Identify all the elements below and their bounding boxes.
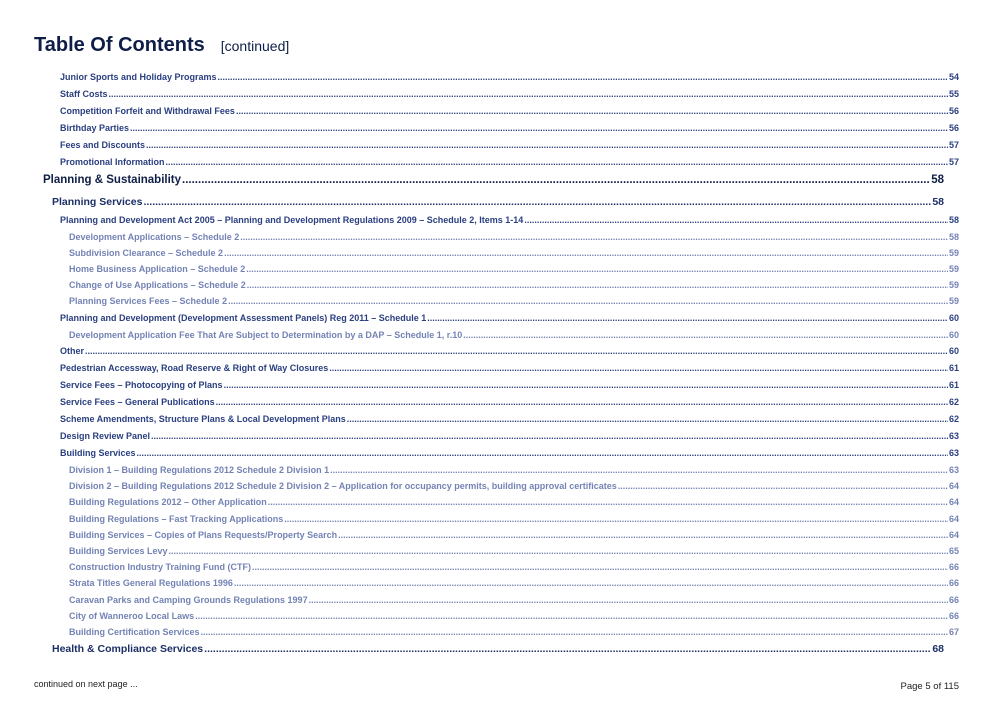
dot-leader — [284, 514, 948, 524]
dot-leader — [252, 562, 948, 572]
toc-entry-label: Subdivision Clearance – Schedule 2 — [69, 248, 224, 258]
toc-entry-page: 60 — [948, 313, 959, 323]
toc-entry-label: Pedestrian Accessway, Road Reserve & Right of Way Closures — [60, 363, 329, 373]
dot-leader — [216, 397, 948, 407]
dot-leader — [309, 595, 948, 605]
toc-entry-label: Development Applications – Schedule 2 — [69, 232, 240, 242]
toc-entry-page: 59 — [948, 280, 959, 290]
toc-entry[interactable] — [69, 530, 959, 540]
toc-entry-label: Division 1 – Building Regulations 2012 Schedule 2 Division 1 — [69, 465, 330, 475]
toc-entry-label: Development Application Fee That Are Subject to Determination by a DAP – Schedule 1, r.10 — [69, 330, 463, 340]
toc-entry-page: 66 — [948, 595, 959, 605]
toc-entry[interactable] — [60, 448, 959, 458]
toc-entry[interactable] — [69, 562, 959, 572]
toc-entry-label: Strata Titles General Regulations 1996 — [69, 578, 233, 588]
toc-entry-page: 61 — [948, 380, 959, 390]
toc-entry-page: 59 — [948, 264, 959, 274]
toc-entry-label: Caravan Parks and Camping Grounds Regulations 1997 — [69, 595, 308, 605]
toc-entry-page: 59 — [948, 248, 959, 258]
toc-entry-label: Fees and Discounts — [60, 140, 146, 150]
toc-entry-page: 67 — [948, 627, 959, 637]
toc-entry-label: Building Services Levy — [69, 546, 168, 556]
toc-entry[interactable] — [60, 89, 959, 99]
toc-entry-page: 63 — [948, 431, 959, 441]
toc-entry[interactable] — [69, 497, 959, 507]
toc-entry-page: 59 — [948, 296, 959, 306]
toc-entry-page: 68 — [932, 643, 944, 655]
toc-entry[interactable] — [60, 72, 959, 82]
toc-entry-label: Building Certification Services — [69, 627, 200, 637]
toc-entry[interactable] — [69, 514, 959, 524]
toc-entry-label: Health & Compliance Services — [52, 643, 204, 655]
toc-entry[interactable] — [60, 313, 959, 323]
dot-leader — [218, 72, 948, 82]
toc-entry-page: 58 — [931, 174, 944, 186]
toc-entry-label: City of Wanneroo Local Laws — [69, 611, 195, 621]
dot-leader — [143, 196, 931, 208]
dot-leader — [204, 643, 931, 655]
toc-entry-page: 57 — [948, 157, 959, 167]
toc-entry-label: Promotional Information — [60, 157, 165, 167]
toc-entry-label: Competition Forfeit and Withdrawal Fees — [60, 106, 235, 116]
toc-entry-page: 64 — [948, 481, 959, 491]
dot-leader — [109, 89, 948, 99]
toc-entry-label: Building Regulations – Fast Tracking Applications — [69, 514, 284, 524]
toc-entry-page: 66 — [948, 611, 959, 621]
toc-entry[interactable] — [69, 330, 959, 340]
toc-entry-label: Design Review Panel — [60, 431, 151, 441]
toc-entry-label: Staff Costs — [60, 89, 108, 99]
toc-entry-page: 64 — [948, 514, 959, 524]
dot-leader — [169, 546, 948, 556]
dot-leader — [618, 481, 948, 491]
toc-entry[interactable] — [60, 363, 959, 373]
toc-entry-page: 66 — [948, 562, 959, 572]
dot-leader — [330, 465, 948, 475]
continued-note: continued on next page ... — [34, 679, 138, 689]
toc-entry[interactable] — [69, 611, 959, 621]
toc-entry[interactable] — [69, 264, 959, 274]
toc-entry[interactable] — [69, 578, 959, 588]
page-title: Table Of Contents — [34, 34, 205, 56]
toc-entry-label: Construction Industry Training Fund (CTF) — [69, 562, 251, 572]
toc-entry[interactable] — [60, 123, 959, 133]
dot-leader — [240, 232, 948, 242]
toc-entry-label: Other — [60, 346, 85, 356]
toc-entry[interactable] — [60, 157, 959, 167]
dot-leader — [329, 363, 948, 373]
toc-entry-label: Service Fees – General Publications — [60, 397, 215, 407]
dot-leader — [85, 346, 948, 356]
toc-entry[interactable] — [60, 431, 959, 441]
toc-entry[interactable] — [69, 296, 959, 306]
toc-entry-label: Building Services — [60, 448, 136, 458]
toc-entry-label: Home Business Application – Schedule 2 — [69, 264, 246, 274]
toc-entry-label: Division 2 – Building Regulations 2012 Schedule 2 Division 2 – Application for occupancy permits, building approval certificates — [69, 481, 617, 491]
toc-entry-label: Building Services – Copies of Plans Requests/Property Search — [69, 530, 338, 540]
toc-entry[interactable] — [69, 546, 959, 556]
dot-leader — [247, 280, 948, 290]
toc-entry-label: Planning and Development (Development Assessment Panels) Reg 2011 – Schedule 1 — [60, 313, 427, 323]
toc-entry-page: 65 — [948, 546, 959, 556]
dot-leader — [182, 174, 930, 186]
toc-entry-page: 64 — [948, 497, 959, 507]
page-header — [34, 34, 289, 57]
toc-entry-page: 60 — [948, 346, 959, 356]
toc-entry-page: 64 — [948, 530, 959, 540]
toc-entry[interactable] — [69, 248, 959, 258]
toc-entry-page: 63 — [948, 448, 959, 458]
toc-entry-page: 58 — [948, 215, 959, 225]
toc-entry-label: Birthday Parties — [60, 123, 130, 133]
toc-entry[interactable] — [60, 414, 959, 424]
toc-entry[interactable] — [69, 595, 959, 605]
toc-entry-page: 58 — [948, 232, 959, 242]
toc-entry-label: Planning Services — [52, 196, 143, 208]
toc-entry-page: 56 — [948, 106, 959, 116]
dot-leader — [228, 296, 948, 306]
dot-leader — [130, 123, 948, 133]
toc-entry-label: Change of Use Applications – Schedule 2 — [69, 280, 246, 290]
dot-leader — [146, 140, 948, 150]
toc-entry[interactable] — [60, 140, 959, 150]
toc-entry[interactable] — [52, 643, 944, 655]
dot-leader — [463, 330, 948, 340]
toc-entry-label: Building Regulations 2012 – Other Application — [69, 497, 267, 507]
dot-leader — [427, 313, 948, 323]
dot-leader — [224, 380, 948, 390]
dot-leader — [268, 497, 948, 507]
dot-leader — [246, 264, 948, 274]
dot-leader — [201, 627, 948, 637]
dot-leader — [151, 431, 948, 441]
toc-entry[interactable] — [69, 280, 959, 290]
dot-leader — [137, 448, 948, 458]
toc-entry[interactable] — [43, 174, 944, 186]
dot-leader — [347, 414, 948, 424]
dot-leader — [338, 530, 948, 540]
dot-leader — [166, 157, 948, 167]
toc-entry-page: 54 — [948, 72, 959, 82]
toc-entry[interactable] — [60, 346, 959, 356]
toc-entry-label: Planning & Sustainability — [43, 174, 182, 186]
toc-entry[interactable] — [69, 481, 959, 491]
dot-leader — [234, 578, 948, 588]
dot-leader — [195, 611, 948, 621]
page-number: Page 5 of 115 — [900, 681, 959, 692]
toc-entry-page: 66 — [948, 578, 959, 588]
toc-entry[interactable] — [69, 465, 959, 475]
toc-entry[interactable] — [69, 627, 959, 637]
toc-entry-label: Planning and Development Act 2005 – Planning and Development Regulations 2009 – Schedule 2, Items 1-14 — [60, 215, 524, 225]
toc-entry-page: 61 — [948, 363, 959, 373]
toc-entry-page: 58 — [932, 196, 944, 208]
toc-entry-label: Junior Sports and Holiday Programs — [60, 72, 217, 82]
toc-entry[interactable] — [60, 397, 959, 407]
dot-leader — [524, 215, 948, 225]
toc-entry-page: 56 — [948, 123, 959, 133]
dot-leader — [236, 106, 948, 116]
toc-entry-page: 63 — [948, 465, 959, 475]
toc-entry-label: Scheme Amendments, Structure Plans & Local Development Plans — [60, 414, 346, 424]
toc-entry-page: 57 — [948, 140, 959, 150]
toc-entry[interactable] — [60, 106, 959, 116]
toc-entry[interactable] — [60, 215, 959, 225]
toc-entry-page: 62 — [948, 397, 959, 407]
dot-leader — [224, 248, 948, 258]
toc-entry[interactable] — [69, 232, 959, 242]
toc-entry[interactable] — [60, 380, 959, 390]
toc-entry-page: 60 — [948, 330, 959, 340]
toc-entry-label: Service Fees – Photocopying of Plans — [60, 380, 223, 390]
page-subtitle: [continued] — [220, 38, 290, 54]
toc-entry-page: 55 — [948, 89, 959, 99]
toc-entry-label: Planning Services Fees – Schedule 2 — [69, 296, 228, 306]
toc-entry[interactable] — [52, 196, 944, 208]
toc-entry-page: 62 — [948, 414, 959, 424]
